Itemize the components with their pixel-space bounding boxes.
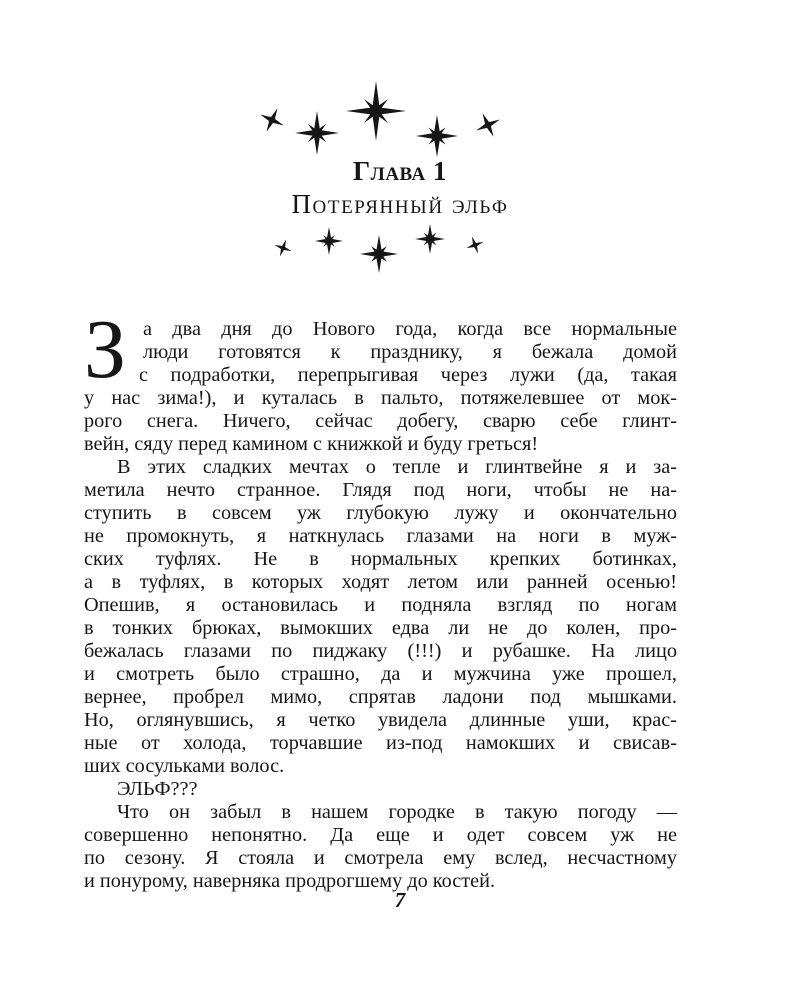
text-line: люди готовятся к празднику, я бежала домой <box>143 341 677 363</box>
text-line: а два дня до Нового года, когда все нормальные <box>143 318 677 340</box>
text-line: у нас зима!), и куталась в пальто, потяжелевшее от мок- <box>84 387 677 409</box>
sparkle-star-icon <box>415 114 459 158</box>
text-line: ные от холода, торчавшие из-под намокших и свисав- <box>84 732 677 754</box>
chapter-subtitle: Потерянный эльф <box>291 189 509 219</box>
text-line: Опешив, я остановилась и подняла взгляд по ногам <box>84 594 677 616</box>
sparkle-star-icon <box>294 110 340 156</box>
chapter-title: Глава 1 <box>352 156 447 186</box>
text-line: с подработки, перепрыгивая через лужи (да, такая <box>139 364 677 386</box>
paragraph-3 <box>84 778 677 801</box>
ornament-top <box>0 80 800 160</box>
paragraph-1 <box>139 318 677 387</box>
text-line: по сезону. Я стояла и смотрела ему вслед, несчастному <box>84 847 677 869</box>
sparkle-star-icon <box>465 235 485 255</box>
sparkle-star-icon <box>258 106 286 134</box>
drop-cap: З <box>84 303 127 396</box>
text-line: Что он забыл в нашем городке в такую погоду — <box>117 801 677 823</box>
text-line: ских туфлях. Не в нормальных крепких ботинках, <box>84 548 677 570</box>
text-line: рого снега. Ничего, сейчас добегу, сварю себе глинт- <box>84 410 677 432</box>
text-line: ших сосульками волос. <box>84 755 285 777</box>
text-line: совершенно непонятно. Да еще и одет совсем уж не <box>84 824 677 846</box>
text-line: бежалась глазами по пиджаку (!!!) и рубашке. На лицо <box>84 640 677 662</box>
text-line: и понурому, наверняка продрогшему до костей. <box>84 870 496 892</box>
text-line: не промокнуть, я наткнулась глазами на ноги в муж- <box>84 525 677 547</box>
text-line: вейн, сяду перед камином с книжкой и буду греться! <box>84 433 539 455</box>
text-line: вернее, пробрел мимо, спрятав ладони под мышками. <box>84 686 677 708</box>
page-number: 7 <box>394 888 406 912</box>
sparkle-star-icon <box>359 234 399 274</box>
paragraph-2 <box>84 456 677 778</box>
sparkle-star-icon <box>414 223 446 255</box>
text-line: а в туфлях, в которых ходят летом или ранней осенью! <box>84 571 677 593</box>
sparkle-star-icon <box>273 238 293 258</box>
text-line: и смотреть было страшно, да и мужчина уже прошел, <box>84 663 677 685</box>
sparkle-star-icon <box>474 111 502 139</box>
text-line: ступить в совсем уж глубокую лужу и окончательно <box>84 502 677 524</box>
text-line: ЭЛЬФ??? <box>117 778 198 800</box>
paragraph-4 <box>84 801 677 893</box>
sparkle-star-icon <box>345 80 407 142</box>
text-line: Но, оглянувшись, я четко увидела длинные уши, крас- <box>84 709 677 731</box>
text-line: метила нечто странное. Глядя под ноги, чтобы не на- <box>84 479 677 501</box>
text-line: В этих сладких мечтах о тепле и глинтвейне я и за- <box>117 456 677 478</box>
text-line: в тонких брюках, вымокших едва ли не до колен, про- <box>84 617 677 639</box>
sparkle-star-icon <box>314 226 344 256</box>
ornament-bottom <box>0 222 800 274</box>
paragraph-1-continued <box>84 387 677 456</box>
